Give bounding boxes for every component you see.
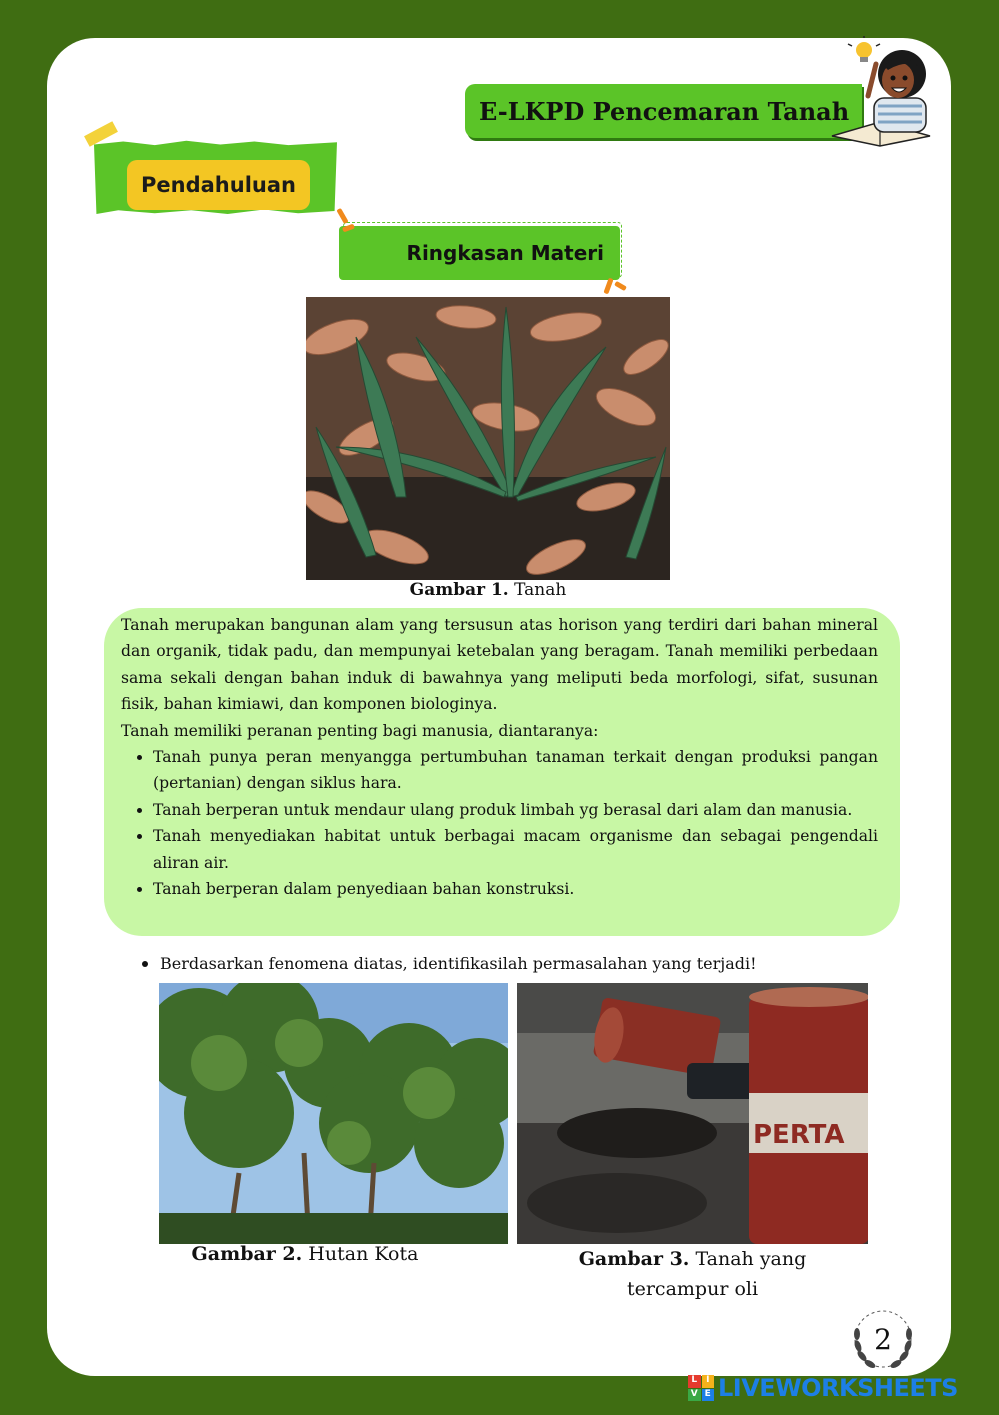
watermark-text: LIVEWORKSHEETS — [718, 1374, 958, 1402]
summary-paragraph: Tanah merupakan bangunan alam yang tersusun atas horison yang terdiri dari bahan mineral dan organik, tidak padu, dan mempunyai ketebalan yang beragam. Tanah memiliki perbedaan sama sekali dengan bahan induk di bawahnya yang meliputi beda morfologi, sifat, susunan fisik, bahan kimiawi, dan komponen biologinya. — [121, 616, 878, 714]
section-label: Pendahuluan — [127, 160, 310, 210]
barrel-label: PERTA — [753, 1120, 845, 1150]
figure-2-city-forest-photo — [159, 983, 508, 1244]
list-item: • Tanah berperan untuk mendaur ulang produk limbah yg berasal dari alam dan manusia. — [153, 797, 878, 823]
worksheet-title: E-LKPD Pencemaran Tanah — [479, 96, 850, 126]
liveworksheets-watermark[interactable] — [688, 1374, 958, 1402]
figure-1-soil-photo — [306, 297, 670, 580]
figure-3-oil-soil-photo — [517, 983, 868, 1244]
figure-2-caption: Gambar 2. Hutan Kota — [191, 1243, 419, 1265]
list-item: • Tanah punya peran menyangga pertumbuhan tanaman terkait dengan produksi pangan (pertanian) dengan siklus hara. — [153, 744, 878, 797]
subsection-label: Ringkasan Materi — [339, 226, 620, 280]
liveworksheets-logo-icon: L I V E — [688, 1375, 714, 1401]
figure-3-caption: Gambar 3. Tanah yang tercampur oli — [578, 1248, 807, 1300]
reading-girl-illustration — [828, 36, 940, 148]
page-number-badge — [850, 1306, 916, 1372]
question-bullet — [142, 954, 757, 973]
list-item: • Tanah berperan dalam penyediaan bahan konstruksi. — [153, 876, 878, 902]
list-item: • Tanah menyediakan habitat untuk berbagai macam organisme dan sebagai pengendali aliran air. — [153, 823, 878, 876]
summary-intro: Tanah memiliki peranan penting bagi manusia, diantaranya: — [121, 721, 599, 740]
summary-box — [104, 608, 900, 936]
figure-1-caption: Gambar 1. Tanah — [409, 580, 567, 600]
worksheet-title-banner — [465, 84, 862, 138]
question-text: Berdasarkan fenomena diatas, identifikasilah permasalahan yang terjadi! — [160, 954, 757, 973]
bullet-icon — [142, 961, 148, 967]
page-number: 2 — [874, 1322, 892, 1356]
summary-list — [121, 744, 878, 902]
